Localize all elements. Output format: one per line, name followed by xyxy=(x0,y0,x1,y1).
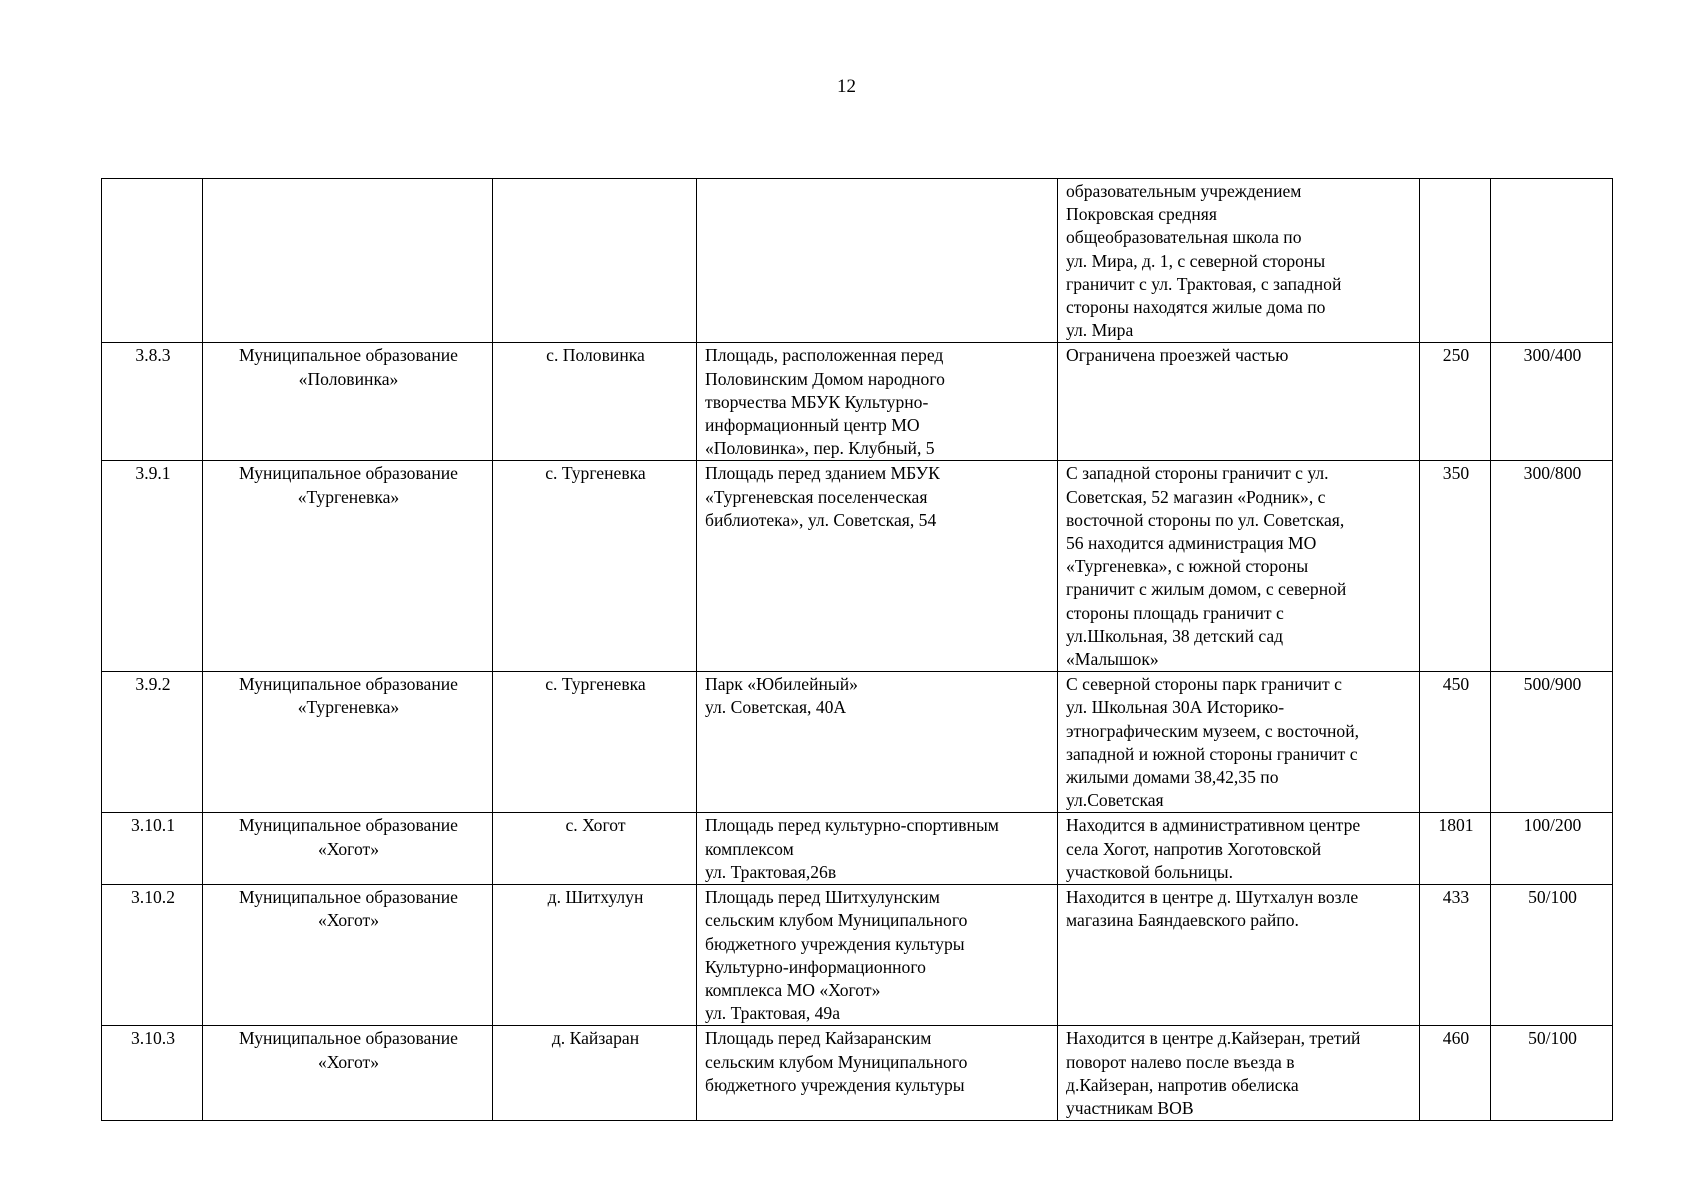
boundaries-cell-line: С северной стороны парк граничит с xyxy=(1066,674,1342,695)
place-cell-line: Площадь перед зданием МБУК xyxy=(705,463,940,484)
place-cell-line: сельским клубом Муниципального xyxy=(705,910,968,931)
boundaries-cell-line: Ограничена проезжей частью xyxy=(1066,345,1289,366)
municipality-cell-line: «Хогот» xyxy=(317,910,380,931)
area-cell: 250 xyxy=(1420,343,1491,461)
boundaries-cell-line: 56 находится администрация МО xyxy=(1066,533,1317,554)
municipality-cell xyxy=(203,179,493,343)
area-cell: 1801 xyxy=(1420,813,1491,885)
municipality-cell-line: «Хогот» xyxy=(317,1051,380,1072)
boundaries-cell-line: ул.Советская xyxy=(1066,790,1164,811)
place-cell-line: ул. Советская, 40А xyxy=(705,697,847,718)
place-cell-line: Парк «Юбилейный» xyxy=(705,674,858,695)
boundaries-cell-line: западной и южной стороны граничит с xyxy=(1066,743,1358,764)
row-number xyxy=(102,179,203,343)
row-number: 3.8.3 xyxy=(102,343,203,461)
boundaries-cell-line: стороны площадь граничит с xyxy=(1066,602,1284,623)
municipality-cell-line: «Тургеневка» xyxy=(297,486,400,507)
boundaries-cell-line: Покровская средняя xyxy=(1066,204,1217,225)
row-number: 3.10.1 xyxy=(102,813,203,885)
boundaries-cell-line: жилыми домами 38,42,35 по xyxy=(1066,767,1279,788)
boundaries-cell-line: поворот налево после въезда в xyxy=(1066,1051,1295,1072)
municipality-cell-line: Муниципальное образование xyxy=(238,345,458,366)
places-table xyxy=(101,178,1613,1121)
place-cell-line: бюджетного учреждения культуры xyxy=(705,1074,965,1095)
settlement-cell xyxy=(493,179,697,343)
boundaries-cell-line: образовательным учреждением xyxy=(1066,181,1302,201)
place-cell-line: Культурно-информационного xyxy=(705,956,926,977)
settlement-cell: д. Кайзаран xyxy=(493,1026,697,1121)
boundaries-cell-line: ул. Мира, д. 1, с северной стороны xyxy=(1066,250,1326,271)
boundaries-cell-line: Советская, 52 магазин «Родник», с xyxy=(1066,486,1326,507)
area-cell: 350 xyxy=(1420,461,1491,672)
table-row xyxy=(102,672,1613,813)
boundaries-cell-line: ул. Мира xyxy=(1066,320,1134,341)
place-cell-line: бюджетного учреждения культуры xyxy=(705,933,965,954)
municipality-cell xyxy=(203,813,493,885)
boundaries-cell-line: С западной стороны граничит с ул. xyxy=(1066,463,1329,484)
settlement-cell: с. Хогот xyxy=(493,813,697,885)
boundaries-cell xyxy=(1058,672,1420,813)
place-cell-line: Половинским Домом народного xyxy=(705,368,945,389)
boundaries-cell-line: общеобразовательная школа по xyxy=(1066,227,1302,248)
place-cell-line: Площадь перед культурно-спортивным xyxy=(705,815,999,836)
place-cell-line: информационный центр МО xyxy=(705,415,920,436)
row-number: 3.9.2 xyxy=(102,672,203,813)
boundaries-cell-line: «Малышок» xyxy=(1066,649,1159,670)
place-cell xyxy=(697,461,1058,672)
capacity-cell xyxy=(1491,179,1613,343)
municipality-cell xyxy=(203,343,493,461)
municipality-cell-line: Муниципальное образование xyxy=(238,1028,458,1049)
capacity-cell: 300/400 xyxy=(1491,343,1613,461)
row-number: 3.10.2 xyxy=(102,885,203,1026)
place-cell xyxy=(697,343,1058,461)
municipality-cell-line: «Тургеневка» xyxy=(297,697,400,718)
table-row xyxy=(102,179,1613,343)
municipality-cell xyxy=(203,1026,493,1121)
table-row xyxy=(102,1026,1613,1121)
place-cell-line: ул. Трактовая, 49а xyxy=(705,1003,841,1024)
place-cell-line: «Половинка», пер. Клубный, 5 xyxy=(705,438,935,459)
place-cell xyxy=(697,672,1058,813)
boundaries-cell xyxy=(1058,1026,1420,1121)
settlement-cell: с. Половинка xyxy=(493,343,697,461)
table-row xyxy=(102,813,1613,885)
place-cell xyxy=(697,179,1058,343)
table-row xyxy=(102,461,1613,672)
place-cell-line: сельским клубом Муниципального xyxy=(705,1051,968,1072)
area-cell: 450 xyxy=(1420,672,1491,813)
boundaries-cell-line: магазина Баяндаевского райпо. xyxy=(1066,910,1299,931)
boundaries-cell-line: граничит с ул. Трактовая, с западной xyxy=(1066,273,1342,294)
boundaries-cell-line: ул. Школьная 30А Историко- xyxy=(1066,697,1285,718)
boundaries-cell-line: «Тургеневка», с южной стороны xyxy=(1066,556,1309,577)
boundaries-cell-line: Находится в административном центре xyxy=(1066,815,1361,836)
place-cell-line: ул. Трактовая,26в xyxy=(705,861,837,882)
capacity-cell: 50/100 xyxy=(1491,885,1613,1026)
table-row xyxy=(102,885,1613,1026)
boundaries-cell-line: Находится в центре д. Шутхалун возле xyxy=(1066,887,1359,908)
settlement-cell: с. Тургеневка xyxy=(493,672,697,813)
area-cell xyxy=(1420,179,1491,343)
boundaries-cell-line: этнографическим музеем, с восточной, xyxy=(1066,720,1360,741)
municipality-cell-line: Муниципальное образование xyxy=(238,887,458,908)
boundaries-cell xyxy=(1058,813,1420,885)
area-cell: 433 xyxy=(1420,885,1491,1026)
boundaries-cell-line: села Хогот, напротив Хоготовской xyxy=(1066,838,1322,859)
boundaries-cell xyxy=(1058,343,1420,461)
boundaries-cell-line: Находится в центре д.Кайзеран, третий xyxy=(1066,1028,1361,1049)
municipality-cell-line: «Половинка» xyxy=(298,368,399,389)
place-cell-line: «Тургеневская поселенческая xyxy=(705,486,928,507)
municipality-cell-line: Муниципальное образование xyxy=(238,463,458,484)
place-cell-line: Площадь, расположенная перед xyxy=(705,345,944,366)
capacity-cell: 300/800 xyxy=(1491,461,1613,672)
boundaries-cell-line: д.Кайзеран, напротив обелиска xyxy=(1066,1074,1299,1095)
boundaries-cell-line: ул.Школьная, 38 детский сад xyxy=(1066,625,1284,646)
capacity-cell: 50/100 xyxy=(1491,1026,1613,1121)
place-cell-line: комплексом xyxy=(705,838,794,859)
boundaries-cell-line: восточной стороны по ул. Советская, xyxy=(1066,509,1345,530)
place-cell-line: Площадь перед Кайзаранским xyxy=(705,1028,932,1049)
boundaries-cell xyxy=(1058,179,1420,343)
municipality-cell xyxy=(203,885,493,1026)
boundaries-cell xyxy=(1058,885,1420,1026)
boundaries-cell-line: участникам ВОВ xyxy=(1066,1097,1194,1118)
boundaries-cell-line: стороны находятся жилые дома по xyxy=(1066,297,1326,318)
capacity-cell: 500/900 xyxy=(1491,672,1613,813)
boundaries-cell xyxy=(1058,461,1420,672)
place-cell xyxy=(697,813,1058,885)
settlement-cell: с. Тургеневка xyxy=(493,461,697,672)
municipality-cell xyxy=(203,461,493,672)
place-cell-line: Площадь перед Шитхулунским xyxy=(705,887,940,908)
row-number: 3.9.1 xyxy=(102,461,203,672)
area-cell: 460 xyxy=(1420,1026,1491,1121)
capacity-cell: 100/200 xyxy=(1491,813,1613,885)
place-cell xyxy=(697,1026,1058,1121)
place-cell-line: творчества МБУК Культурно- xyxy=(705,391,929,412)
place-cell-line: комплекса МО «Хогот» xyxy=(705,979,881,1000)
settlement-cell: д. Шитхулун xyxy=(493,885,697,1026)
page-number: 12 xyxy=(837,76,856,97)
place-cell-line: библиотека», ул. Советская, 54 xyxy=(705,509,937,530)
boundaries-cell-line: граничит с жилым домом, с северной xyxy=(1066,579,1347,600)
municipality-cell-line: «Хогот» xyxy=(317,838,380,859)
municipality-cell-line: Муниципальное образование xyxy=(238,674,458,695)
boundaries-cell-line: участковой больницы. xyxy=(1066,861,1233,882)
municipality-cell xyxy=(203,672,493,813)
row-number: 3.10.3 xyxy=(102,1026,203,1121)
place-cell xyxy=(697,885,1058,1026)
table-row xyxy=(102,343,1613,461)
municipality-cell-line: Муниципальное образование xyxy=(238,815,458,836)
